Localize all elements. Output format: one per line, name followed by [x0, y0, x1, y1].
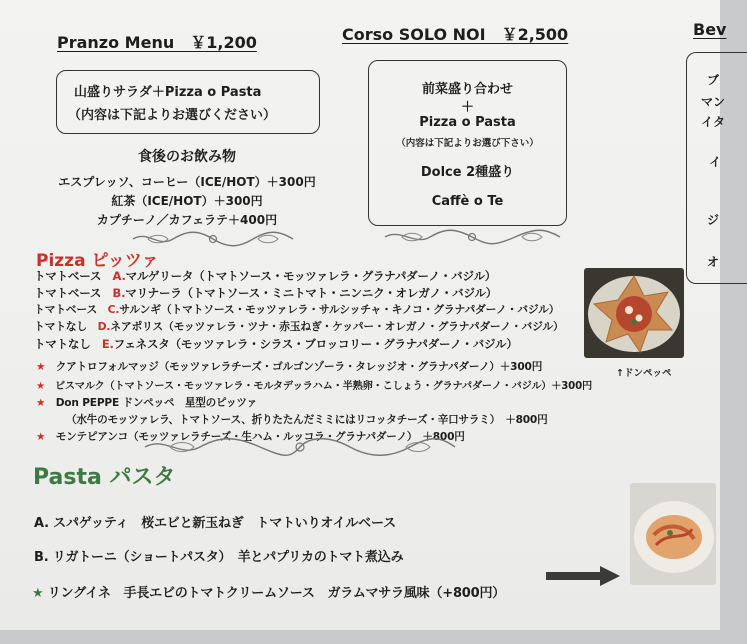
star-icon: ★	[32, 586, 44, 601]
beverage-peek: イ	[709, 155, 722, 169]
pizza-special: ★ クアトロフォルマッジ（モッツァレラチーズ・ゴルゴンゾーラ・タレッジオ・グラナパダーノ）＋300円	[36, 361, 543, 373]
pasta-item: A. スパゲッティ 桜エビと新玉ねぎ トマトいりオイルベース	[34, 516, 396, 531]
drink-item: 紅茶（ICE/HOT）＋300円	[111, 194, 263, 208]
pizza-special-sub: （水牛のモッツァレラ、トマトソース、折りたたんだミミにはリコッタチーズ・辛口サラミ） ＋800円	[66, 414, 548, 426]
drinks-title: 食後のお飲み物	[138, 149, 236, 165]
course-item: （内容は下記よりお選び下さい）	[396, 138, 539, 149]
pizza-special: ★ Don PEPPE ドンペッペ 星型のピッツァ	[36, 397, 258, 409]
pizza-special: ★ ビスマルク（トマトソース・モッツァレラ・モルタデッラハム・半熟卵・こしょう・グラナパダーノ・バジル）＋300円	[36, 381, 592, 392]
beverage-box	[686, 52, 747, 284]
ornament-divider	[140, 436, 460, 458]
star-icon: ★	[36, 397, 46, 409]
pizza-special: ★ モンテピアンコ（モッツァレラチーズ・生ハム・ルッコラ・グラナパダーノ） ＋800円	[36, 431, 465, 443]
arrow-right-icon	[544, 564, 622, 588]
star-icon: ★	[36, 361, 46, 373]
pasta-item: ★ リングイネ 手長エビのトマトクリームソース ガラムマサラ風味（+800円）	[32, 586, 506, 601]
beverage-peek: マン	[701, 95, 726, 109]
drink-item: カプチーノ／カフェラテ＋400円	[96, 213, 278, 227]
star-icon: ★	[36, 381, 45, 392]
lunch-box-line1: 山盛りサラダ＋Pizza o Pasta	[74, 85, 262, 100]
pizza-item: トマトなし E.フェネスタ（モッツァレラ・シラス・ブロッコリー・グラナパダーノ・バジル）	[34, 337, 518, 351]
pizza-item: トマトなし D.ネアポリス（モッツァレラ・ツナ・赤玉ねぎ・ケッパー・オレガノ・グラナパダーノ・バジル）	[34, 320, 564, 333]
beverage-peek: オ	[707, 255, 720, 269]
beverage-peek: ジ	[707, 213, 720, 227]
course-item: Pizza o Pasta	[419, 115, 516, 130]
don-peppe-photo	[584, 268, 684, 358]
course-title: Corso SOLO NOI ￥2,500	[342, 25, 569, 44]
pasta-title: Pasta パスタ	[33, 465, 176, 490]
ornament-divider	[380, 228, 565, 246]
lunch-box	[56, 70, 320, 134]
beverage-peek: イタ	[701, 115, 726, 129]
course-item: Dolce 2種盛り	[420, 165, 515, 180]
course-item: Caffè o Te	[431, 194, 504, 209]
drink-item: エスプレッソ、コーヒー（ICE/HOT）＋300円	[58, 175, 316, 189]
pasta-item: B. リガトーニ（ショートパスタ） 羊とパプリカのトマト煮込み	[34, 550, 404, 565]
course-item: 前菜盛り合わせ	[421, 82, 513, 97]
pizza-item: トマトベース C.サルンギ（トマトソース・モッツァレラ・サルシッチャ・キノコ・グラナパダーノ・バジル）	[34, 303, 560, 316]
lunch-box-line2: （内容は下記よりお選びください）	[68, 108, 277, 123]
course-item: ＋	[460, 100, 474, 115]
pizza-item: トマトベース B.マリナーラ（トマトソース・ミニトマト・ニンニク・オレガノ・バジル）	[34, 286, 498, 300]
course-box	[368, 60, 567, 226]
pizza-item: トマトベース A.マルゲリータ（トマトソース・モッツァレラ・グラナパダーノ・バジル）	[34, 269, 497, 283]
lunch-title: Pranzo Menu ￥1,200	[57, 33, 257, 52]
pasta-photo	[630, 483, 716, 585]
pizza-title: Pizza ピッツァ	[36, 251, 159, 271]
star-icon: ★	[36, 431, 46, 443]
beverage-peek: ブ	[707, 73, 720, 87]
beverage-title: Bev	[693, 20, 727, 39]
photo-caption: ↑ドンペッペ	[616, 368, 672, 379]
